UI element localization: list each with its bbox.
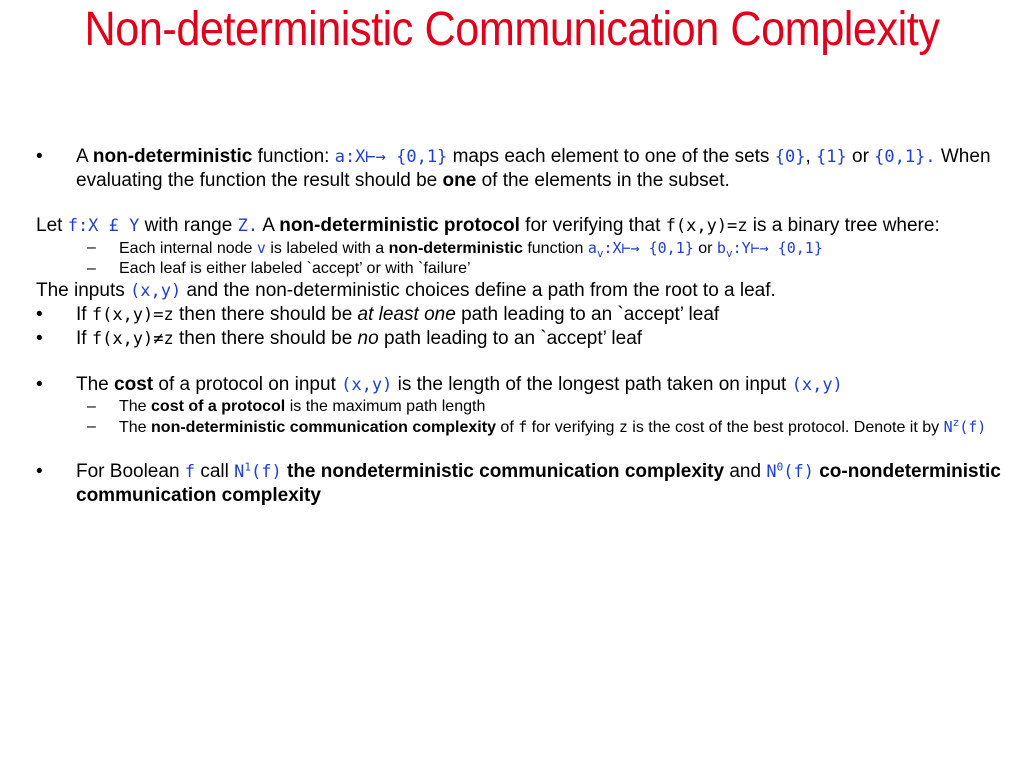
text: The inputs — [36, 280, 130, 301]
spacer — [36, 351, 1006, 373]
bullet-nondeterministic-function — [36, 145, 1006, 192]
math: {0} — [774, 147, 806, 167]
text: Let — [36, 215, 68, 236]
subscript: v — [725, 247, 733, 260]
math: v — [256, 239, 266, 257]
text: is the length of the longest path taken on input — [392, 374, 792, 395]
slide-title: Non-deterministic Communication Complexity — [84, 3, 940, 56]
math: z — [618, 418, 628, 436]
text: of — [495, 419, 519, 436]
paragraph-protocol-definition — [36, 214, 1006, 238]
math-symbol: :X⊢→ {0,1} — [603, 239, 694, 257]
math: f — [184, 462, 196, 482]
text: , — [805, 146, 816, 167]
bullet-boolean-complexity — [36, 460, 1006, 507]
text: A — [76, 146, 93, 167]
emphasis: no — [357, 328, 379, 349]
superscript: 0 — [776, 460, 784, 474]
text: The — [76, 374, 115, 395]
text: is the maximum path length — [285, 398, 486, 415]
math: f — [518, 418, 528, 436]
spacer — [36, 192, 1006, 214]
math-symbol: N — [234, 462, 245, 482]
math-symbol: (f) — [783, 462, 814, 482]
term: non-deterministic communication complexity — [151, 419, 496, 436]
math: (x,y) — [341, 375, 393, 395]
term: non-deterministic — [92, 146, 253, 167]
text: Each internal node — [119, 240, 257, 257]
math-symbol: (f) — [959, 418, 987, 436]
paragraph-inputs-path — [36, 279, 1006, 303]
math-symbol: (f) — [251, 462, 282, 482]
term: non-deterministic protocol — [279, 215, 520, 236]
math: f(x,y)≠z — [91, 329, 174, 349]
text: of a protocol on input — [153, 374, 342, 395]
math-symbol: N — [766, 462, 777, 482]
text: If — [76, 304, 92, 325]
text: call — [195, 461, 235, 482]
math: {1} — [816, 147, 847, 167]
spacer — [36, 438, 1006, 460]
text: The — [119, 398, 152, 415]
text: is the cost of the best protocol. Denote it by — [627, 419, 944, 436]
text: or — [693, 240, 717, 257]
text: path leading to an `accept’ leaf — [378, 328, 643, 349]
superscript: z — [952, 416, 960, 429]
math-symbol: :Y⊢→ {0,1} — [732, 239, 823, 257]
text: maps each element to one of the sets — [447, 146, 775, 167]
math — [587, 239, 694, 260]
term: non-deterministic — [388, 240, 523, 257]
math: f(x,y)=z — [91, 305, 174, 325]
math — [234, 462, 282, 482]
subscript: v — [596, 247, 604, 260]
slide-body — [36, 145, 1006, 507]
math — [716, 239, 823, 260]
text: function — [522, 240, 588, 257]
text: Each leaf is either labeled `accept’ or with `failure’ — [119, 260, 471, 277]
math — [944, 418, 987, 436]
bullet-cost — [36, 373, 1006, 397]
math-symbol: a — [587, 239, 597, 257]
bullet-reject-condition — [36, 327, 1006, 351]
text: for verifying — [527, 419, 619, 436]
text: function: — [252, 146, 335, 167]
text: and the non-deterministic choices define a path from the root to a leaf. — [181, 280, 776, 301]
text: For Boolean — [76, 461, 185, 482]
bullet-accept-condition — [36, 303, 1006, 327]
math: a:X⊢→ {0,1} — [334, 147, 448, 167]
math: f:X £ Y — [67, 216, 140, 236]
text: is labeled with a — [265, 240, 389, 257]
text: then there should be — [173, 328, 358, 349]
math-symbol: b — [716, 239, 726, 257]
text: of the elements in the subset. — [476, 170, 730, 191]
text: is a binary tree where: — [747, 215, 940, 236]
math: Z. — [237, 216, 259, 236]
term: one — [442, 170, 477, 191]
text: for verifying that — [519, 215, 666, 236]
math — [766, 462, 814, 482]
text: then there should be — [173, 304, 358, 325]
math: (x,y) — [791, 375, 843, 395]
text: or — [846, 146, 875, 167]
text: with range — [139, 215, 238, 236]
term: cost of a protocol — [151, 398, 286, 415]
math: {0,1}. — [874, 147, 936, 167]
subbullet-internal-node — [36, 238, 1006, 259]
text: path leading to an `accept’ leaf — [455, 304, 720, 325]
subbullet-leaf-label — [36, 259, 1006, 279]
math-symbol: N — [943, 418, 953, 436]
math: f(x,y)=z — [665, 216, 748, 236]
subbullet-protocol-cost — [36, 397, 1006, 417]
emphasis: at least one — [357, 304, 456, 325]
text: A — [258, 215, 280, 236]
text: If — [76, 328, 92, 349]
text: When evaluating the function the result should be — [76, 146, 991, 191]
text: The — [119, 419, 152, 436]
term: the nondeterministic communication complexity — [281, 461, 725, 482]
math: (x,y) — [130, 281, 182, 301]
subbullet-nd-complexity — [36, 417, 1006, 438]
term: cost — [114, 374, 154, 395]
text: and — [724, 461, 767, 482]
superscript: 1 — [244, 460, 251, 474]
term: co-nondeterministic communication complexity — [76, 461, 1001, 506]
